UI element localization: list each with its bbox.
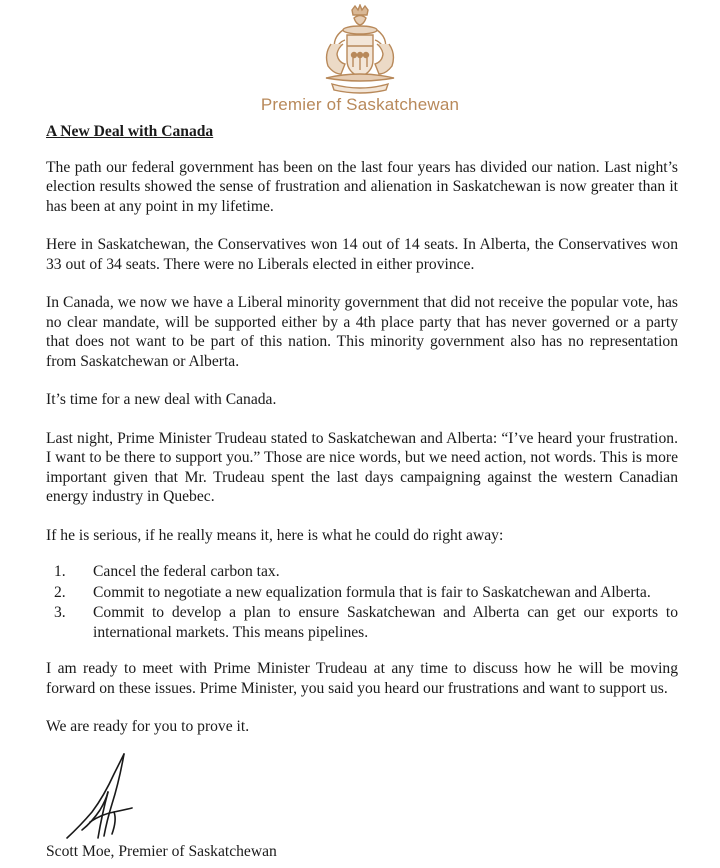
- signature-icon: [62, 752, 152, 844]
- paragraph: I am ready to meet with Prime Minister Trudeau at any time to discuss how he will be moving forward on these issues. Prime Minister, you said you heard our frustrations and want to support us.: [46, 660, 678, 697]
- paragraph: In Canada, we now we have a Liberal minority government that did not receive the popular vote, has no clear mandate, will be supported either by a 4th place party that has never governed or a party that does not want to be part of this nation. This minority government also has no representation from Saskatchewan or Alberta.: [46, 294, 678, 370]
- list-text: Cancel the federal carbon tax.: [93, 563, 280, 580]
- list-item: [46, 603, 678, 642]
- letter-body: [46, 122, 678, 756]
- paragraph: Last night, Prime Minister Trudeau stated to Saskatchewan and Alberta: “I’ve heard your frustration. I want to be there to support you.” Those are nice words, but we need action, not words. This is more important given that Mr. Trudeau spent the last days campaigning against the western Canadian energy industry in Quebec.: [46, 429, 678, 505]
- list-text: Commit to develop a plan to ensure Saskatchewan and Alberta can get our exports to international markets. This means pipelines.: [93, 604, 678, 641]
- letterhead-office-title: Premier of Saskatchewan: [260, 95, 460, 114]
- sign-off: Scott Moe, Premier of Saskatchewan: [46, 843, 277, 860]
- paragraph: The path our federal government has been on the last four years has divided our nation. Last night’s election results showed the sense of frustration and alienation in Saskatchewan is now greater than it has been at any point in my lifetime.: [46, 158, 678, 215]
- letter-title: A New Deal with Canada: [46, 123, 214, 140]
- list-number: 2.: [54, 583, 66, 601]
- list-item: [46, 583, 678, 603]
- list-item: [46, 562, 678, 582]
- paragraph: We are ready for you to prove it.: [46, 718, 250, 735]
- demands-list: [46, 562, 678, 642]
- list-text: Commit to negotiate a new equalization formula that is fair to Saskatchewan and Alberta.: [93, 583, 651, 601]
- paragraph: It’s time for a new deal with Canada.: [46, 391, 277, 408]
- list-number: 1.: [54, 563, 66, 580]
- coat-of-arms-icon: [308, 4, 412, 94]
- paragraph: Here in Saskatchewan, the Conservatives won 14 out of 14 seats. In Alberta, the Conservatives won 33 out of 34 seats. There were no Liberals elected in either province.: [46, 236, 678, 273]
- paragraph: If he is serious, if he really means it, here is what he could do right away:: [46, 526, 504, 544]
- list-number: 3.: [54, 604, 66, 621]
